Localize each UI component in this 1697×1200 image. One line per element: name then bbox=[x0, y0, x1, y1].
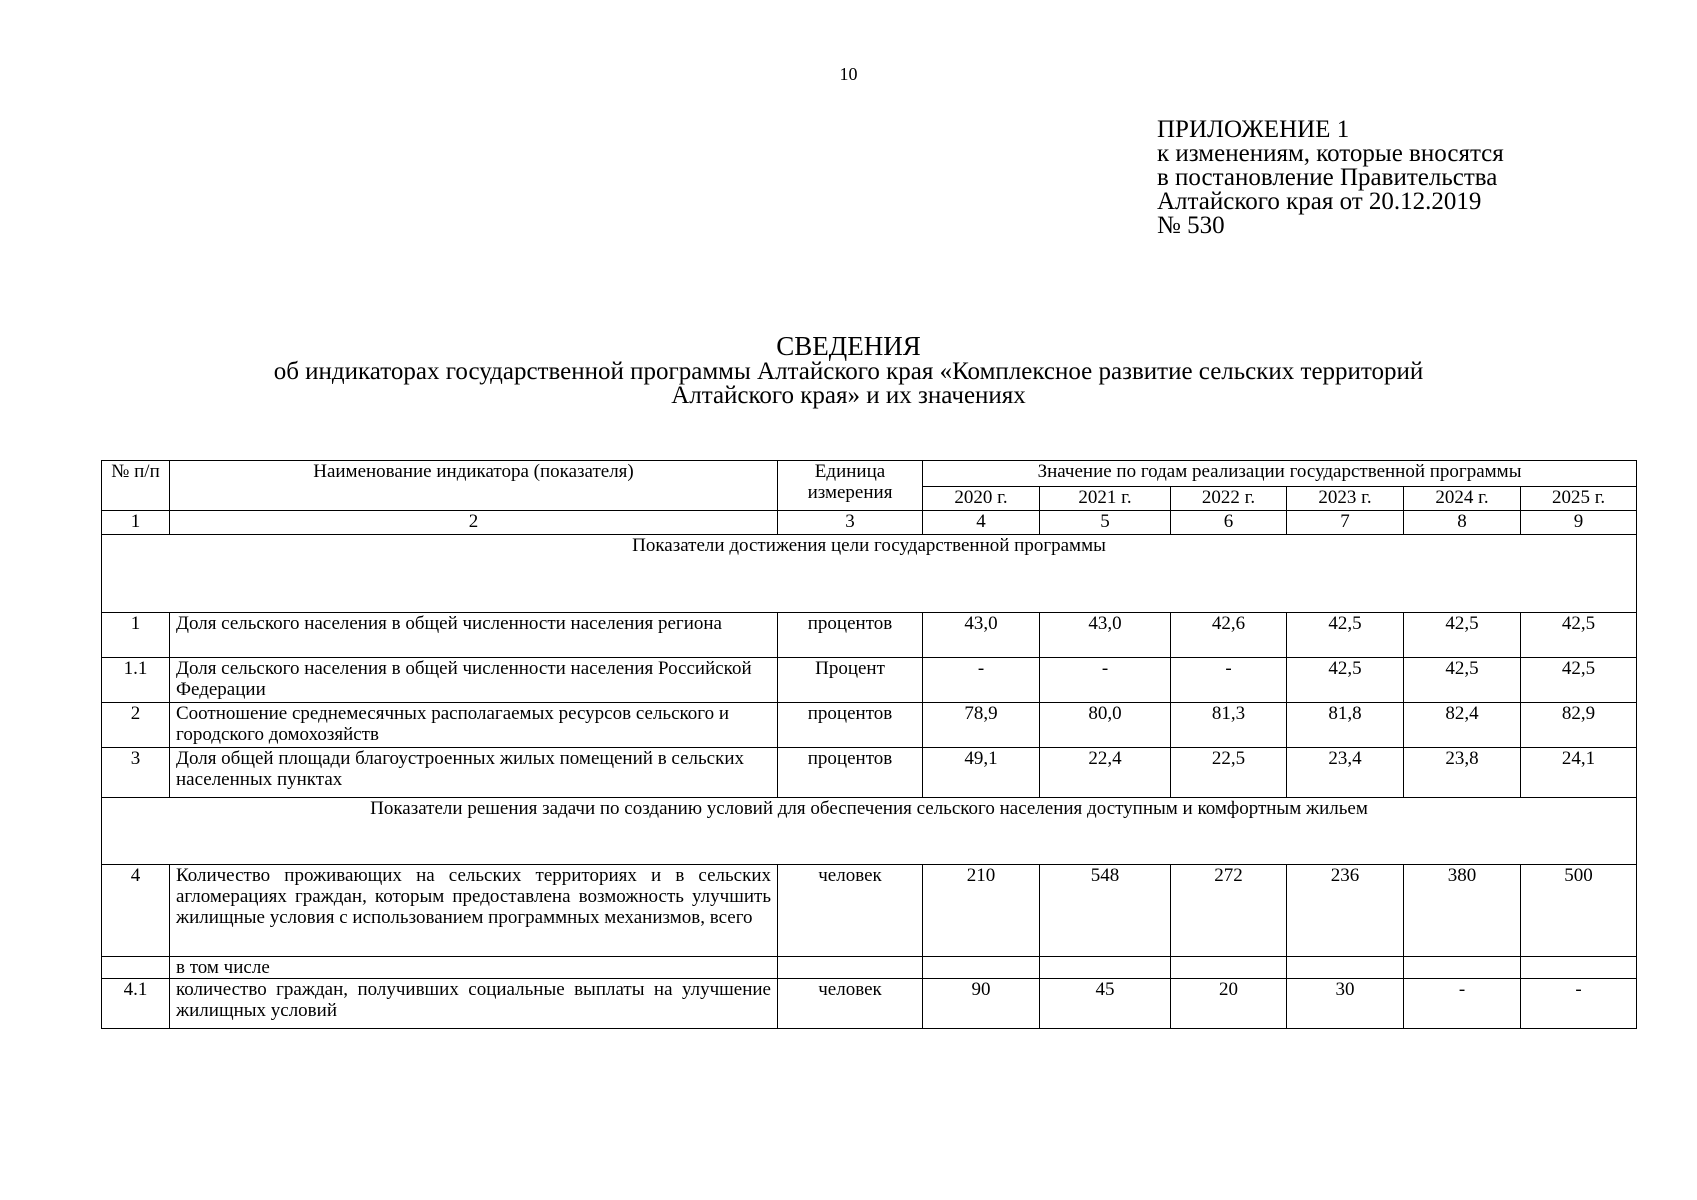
row-unit: процентов bbox=[778, 613, 923, 658]
column-number: 5 bbox=[1040, 511, 1171, 535]
column-number: 3 bbox=[778, 511, 923, 535]
row-num bbox=[102, 957, 170, 979]
row-value: 22,4 bbox=[1040, 748, 1171, 798]
row-value: 22,5 bbox=[1171, 748, 1287, 798]
row-value: 42,5 bbox=[1287, 658, 1404, 703]
row-value: 82,4 bbox=[1404, 703, 1521, 748]
row-value: 43,0 bbox=[1040, 613, 1171, 658]
row-num: 4 bbox=[102, 865, 170, 957]
document-title: СВЕДЕНИЯ bbox=[776, 331, 921, 361]
row-value: - bbox=[1521, 979, 1637, 1029]
column-number: 8 bbox=[1404, 511, 1521, 535]
document-subtitle bbox=[0, 360, 1697, 408]
row-name: в том числе bbox=[170, 957, 778, 979]
section-title: Показатели решения задачи по созданию условий для обеспечения сельского населения доступным и комфортным жильем bbox=[102, 798, 1637, 865]
column-number: 4 bbox=[923, 511, 1040, 535]
row-value: 42,6 bbox=[1171, 613, 1287, 658]
row-value: 82,9 bbox=[1521, 703, 1637, 748]
row-value bbox=[1404, 957, 1521, 979]
row-num: 1 bbox=[102, 613, 170, 658]
row-value: 42,5 bbox=[1404, 613, 1521, 658]
row-value: 30 bbox=[1287, 979, 1404, 1029]
row-unit: процентов bbox=[778, 703, 923, 748]
header-year: 2021 г. bbox=[1040, 487, 1171, 511]
appendix-line: в постановление Правительства bbox=[1157, 164, 1498, 191]
row-value bbox=[1287, 957, 1404, 979]
row-value: 90 bbox=[923, 979, 1040, 1029]
row-value: 81,8 bbox=[1287, 703, 1404, 748]
row-value bbox=[923, 957, 1040, 979]
table-row bbox=[102, 703, 1637, 748]
header-year: 2023 г. bbox=[1287, 487, 1404, 511]
row-value: - bbox=[1040, 658, 1171, 703]
row-value bbox=[1521, 957, 1637, 979]
row-unit: человек bbox=[778, 979, 923, 1029]
row-num: 1.1 bbox=[102, 658, 170, 703]
row-value: 500 bbox=[1521, 865, 1637, 957]
appendix-heading: ПРИЛОЖЕНИЕ 1 bbox=[1157, 116, 1350, 143]
row-value: - bbox=[923, 658, 1040, 703]
row-value: 380 bbox=[1404, 865, 1521, 957]
header-name: Наименование индикатора (показателя) bbox=[170, 461, 778, 511]
row-value: 272 bbox=[1171, 865, 1287, 957]
header-year: 2025 г. bbox=[1521, 487, 1637, 511]
header-num: № п/п bbox=[102, 461, 170, 511]
row-value: 45 bbox=[1040, 979, 1171, 1029]
section-title: Показатели достижения цели государственной программы bbox=[102, 535, 1637, 613]
row-value: 81,3 bbox=[1171, 703, 1287, 748]
header-years-group: Значение по годам реализации государственной программы bbox=[923, 461, 1637, 487]
row-name: Соотношение среднемесячных располагаемых ресурсов сельского и городского домохозяйств bbox=[170, 703, 778, 748]
row-num: 4.1 bbox=[102, 979, 170, 1029]
subtitle-line: Алтайского края» и их значениях bbox=[671, 382, 1026, 409]
row-value: 42,5 bbox=[1521, 658, 1637, 703]
row-value: 49,1 bbox=[923, 748, 1040, 798]
header-year: 2024 г. bbox=[1404, 487, 1521, 511]
row-value: - bbox=[1404, 979, 1521, 1029]
row-value: 43,0 bbox=[923, 613, 1040, 658]
row-num: 2 bbox=[102, 703, 170, 748]
header-year: 2020 г. bbox=[923, 487, 1040, 511]
row-value bbox=[1040, 957, 1171, 979]
row-value: 210 bbox=[923, 865, 1040, 957]
column-number: 7 bbox=[1287, 511, 1404, 535]
header-unit: Единица измерения bbox=[778, 461, 923, 511]
column-number: 2 bbox=[170, 511, 778, 535]
row-unit: человек bbox=[778, 865, 923, 957]
appendix-line: Алтайского края от 20.12.2019 bbox=[1157, 188, 1482, 215]
table-row bbox=[102, 748, 1637, 798]
row-value: 24,1 bbox=[1521, 748, 1637, 798]
header-row bbox=[102, 461, 1637, 487]
page-number: 10 bbox=[839, 64, 858, 84]
column-number: 9 bbox=[1521, 511, 1637, 535]
row-value: 23,4 bbox=[1287, 748, 1404, 798]
row-value: - bbox=[1171, 658, 1287, 703]
table-row bbox=[102, 979, 1637, 1029]
subtitle-line: об индикаторах государственной программы Алтайского края «Комплексное развитие сельских территорий bbox=[273, 358, 1424, 385]
row-value bbox=[1171, 957, 1287, 979]
appendix-block bbox=[1157, 118, 1504, 238]
table-row bbox=[102, 865, 1637, 957]
row-name: Доля сельского населения в общей численности населения региона bbox=[170, 613, 778, 658]
appendix-line: № 530 bbox=[1157, 212, 1225, 239]
row-value: 42,5 bbox=[1404, 658, 1521, 703]
row-name: Доля общей площади благоустроенных жилых помещений в сельских населенных пунктах bbox=[170, 748, 778, 798]
header-year: 2022 г. bbox=[1171, 487, 1287, 511]
row-value: 42,5 bbox=[1521, 613, 1637, 658]
appendix-line: к изменениям, которые вносятся bbox=[1157, 140, 1504, 167]
row-value: 78,9 bbox=[923, 703, 1040, 748]
section-row bbox=[102, 535, 1637, 613]
row-value: 236 bbox=[1287, 865, 1404, 957]
table-row bbox=[102, 658, 1637, 703]
column-number: 1 bbox=[102, 511, 170, 535]
row-value: 23,8 bbox=[1404, 748, 1521, 798]
row-name: количество граждан, получивших социальные выплаты на улучшение жилищных условий bbox=[170, 979, 778, 1029]
section-row bbox=[102, 798, 1637, 865]
row-value: 80,0 bbox=[1040, 703, 1171, 748]
row-num: 3 bbox=[102, 748, 170, 798]
column-numbers-row bbox=[102, 511, 1637, 535]
row-name: Доля сельского населения в общей численности населения Российской Федерации bbox=[170, 658, 778, 703]
row-value: 548 bbox=[1040, 865, 1171, 957]
table-row bbox=[102, 613, 1637, 658]
row-unit: процентов bbox=[778, 748, 923, 798]
row-value: 20 bbox=[1171, 979, 1287, 1029]
table-row bbox=[102, 957, 1637, 979]
row-unit: Процент bbox=[778, 658, 923, 703]
column-number: 6 bbox=[1171, 511, 1287, 535]
row-unit bbox=[778, 957, 923, 979]
row-name: Количество проживающих на сельских территориях и в сельских агломерациях граждан, которым предоставлена возможность улучшить жилищные условия с использованием программных механизмов, всего bbox=[170, 865, 778, 957]
row-value: 42,5 bbox=[1287, 613, 1404, 658]
indicators-table bbox=[101, 460, 1637, 1029]
